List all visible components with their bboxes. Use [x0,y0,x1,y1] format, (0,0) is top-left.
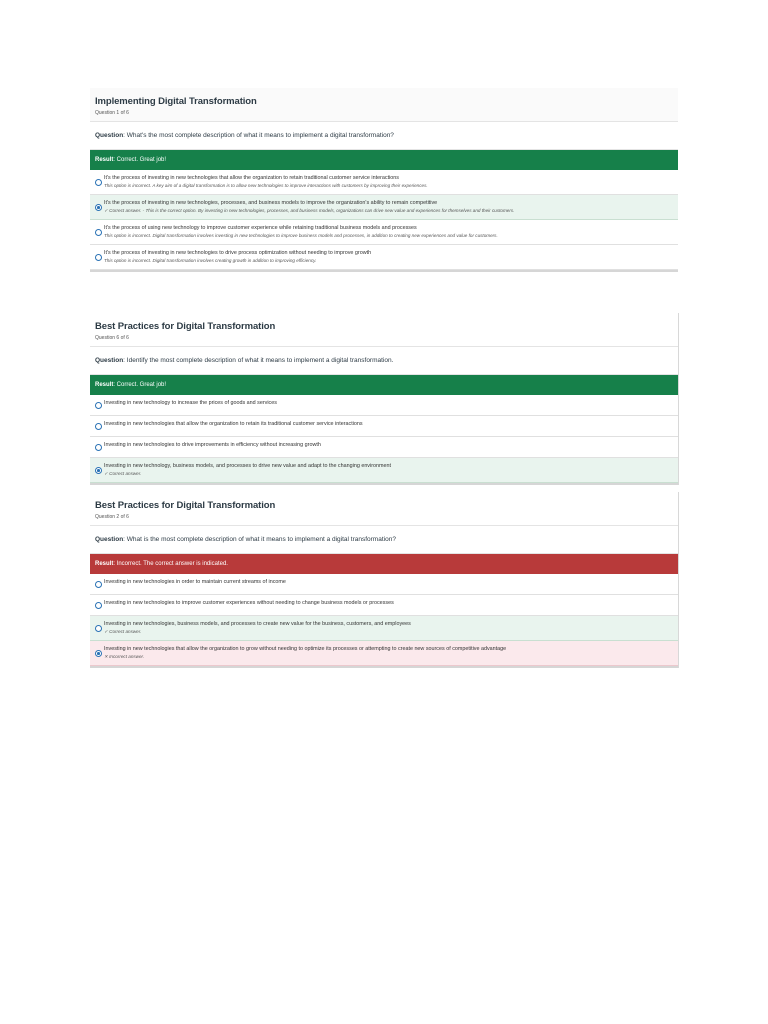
result-banner-incorrect [90,554,678,574]
quiz-card-3 [90,492,679,668]
question-label: Question [95,357,124,364]
quiz-title: Best Practices for Digital Transformation [95,500,276,511]
answer-option[interactable] [90,595,678,616]
result-banner-correct [90,150,678,170]
quiz-card-2 [90,313,679,485]
card-divider [90,483,678,485]
radio-button[interactable] [95,444,102,451]
option-text: Investing in new technologies, business models, and processes to create new value for the business, customers, and employees [104,621,411,627]
result-label: Result [95,561,114,567]
result-text: : Correct. Great job! [113,157,167,163]
radio-button[interactable] [95,254,102,261]
option-text: Investing in new technology, business models, and processes to drive new value and adapt to the changing environment [104,463,391,469]
option-text: It's the process of investing in new technologies that allow the organization to retain traditional customer service interactions [104,175,399,181]
question-label: Question [95,536,124,543]
answer-option[interactable] [90,245,678,270]
quiz-title: Best Practices for Digital Transformation [95,321,276,332]
question-counter: Question 1 of 6 [95,110,129,116]
option-text: Investing in new technology to increase the prices of goods and services [104,400,277,406]
radio-button-selected[interactable] [95,467,102,474]
option-feedback: ✓ Correct answer. [104,471,142,476]
answer-option[interactable] [90,574,678,595]
answer-option[interactable] [90,170,678,195]
question-counter: Question 2 of 6 [95,514,129,520]
question-prompt [90,347,678,375]
answer-option-selected-incorrect[interactable] [90,641,678,666]
radio-button[interactable] [95,602,102,609]
result-text: : Incorrect. The correct answer is indicated. [113,561,228,567]
quiz-header [90,313,678,347]
result-banner-correct [90,375,678,395]
quiz-card-1 [90,88,678,272]
option-text: Investing in new technologies that allow the organization to retain its traditional customer service interactions [104,421,363,427]
answer-option-correct[interactable] [90,616,678,641]
result-label: Result [95,382,114,388]
option-feedback: This option is incorrect. Digital transformation involves investing in new technologies to improve business models and processes, in addition to creating new experiences and value for customers. [104,233,498,238]
result-label: Result [95,157,114,163]
question-prompt [90,122,678,150]
option-text: Investing in new technologies to drive improvements in efficiency without increasing growth [104,442,321,448]
question-text: : What is the most complete description of what it means to implement a digital transformation? [123,536,396,543]
option-text: It's the process of investing in new technologies to drive process optimization without needing to improve growth [104,250,372,256]
answer-option[interactable] [90,395,678,416]
answer-option-selected-correct[interactable] [90,195,678,220]
radio-button[interactable] [95,402,102,409]
question-label: Question [95,132,124,139]
radio-button[interactable] [95,581,102,588]
radio-button-selected[interactable] [95,204,102,211]
answer-option[interactable] [90,220,678,245]
option-feedback: ✓ Correct answer. [104,629,142,634]
option-feedback: ✓ Correct answer. - This is the correct option. By investing in new technologies, processes, and business models, organizations can drive new value and experiences for themselves and their customers. [104,208,515,213]
answer-option[interactable] [90,437,678,458]
radio-button-selected[interactable] [95,650,102,657]
question-text: : Identify the most complete description of what it means to implement a digital transformation. [123,357,394,364]
radio-button[interactable] [95,625,102,632]
radio-button[interactable] [95,423,102,430]
card-divider [90,270,678,272]
radio-button[interactable] [95,229,102,236]
quiz-header [90,88,678,122]
option-text: It's the process of investing in new technologies, processes, and business models to improve the organization's ability to remain competitive [104,200,438,206]
radio-button[interactable] [95,179,102,186]
answer-option[interactable] [90,416,678,437]
quiz-title: Implementing Digital Transformation [95,96,257,107]
answer-option-selected-correct[interactable] [90,458,678,483]
question-text: : What's the most complete description of what it means to implement a digital transformation? [123,132,394,139]
option-feedback: This option is incorrect. Digital transformation involves creating growth in addition to improving efficiency. [104,258,317,263]
card-divider [90,666,678,668]
option-text: Investing in new technologies that allow the organization to grow without needing to optimize its processes or attempting to create new sources of competitive advantage [104,646,507,652]
option-text: It's the process of using new technology to improve customer experience while retaining traditional business models and processes [104,225,417,231]
question-counter: Question 6 of 6 [95,335,129,341]
option-text: Investing in new technologies in order to maintain current streams of income [104,579,286,585]
question-prompt [90,526,678,554]
option-feedback: ✕ Incorrect answer. [104,654,145,659]
option-feedback: This option is incorrect. A key aim of a digital transformation is to allow new technologies to improve interactions with customers by improving their experiences. [104,183,428,188]
option-text: Investing in new technologies to improve customer experiences without needing to change business models or processes [104,600,394,606]
quiz-header [90,492,678,526]
result-text: : Correct. Great job! [113,382,167,388]
